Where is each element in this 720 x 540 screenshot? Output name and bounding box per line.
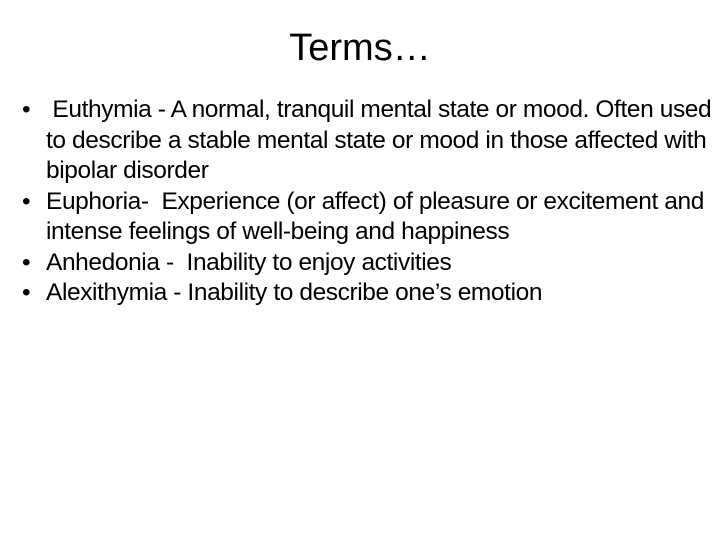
bullet-text: Anhedonia - Inability to enjoy activities	[46, 248, 452, 276]
bullet-item-euthymia	[22, 95, 718, 187]
bullet-icon: •	[22, 96, 31, 123]
bullet-item-euphoria	[22, 187, 712, 248]
bullet-text: Alexithymia - Inability to describe one’s emotion	[46, 279, 543, 306]
bullet-icon: •	[22, 248, 31, 276]
bullet-item-anhedonia	[22, 248, 712, 279]
bullet-item-alexithymia	[22, 278, 712, 309]
bullet-icon: •	[22, 279, 31, 306]
bullet-icon: •	[22, 187, 31, 215]
bullet-text: Euphoria- Experience (or affect) of pleasure or excitement and intense feelings of well-being and happiness	[46, 187, 711, 245]
bullet-list	[22, 95, 718, 309]
slide-title: Terms…	[289, 27, 431, 69]
bullet-text: Euthymia - A normal, tranquil mental state or mood. Often used to describe a stable mental state or mood in those affected with bipolar disorder	[46, 96, 718, 184]
